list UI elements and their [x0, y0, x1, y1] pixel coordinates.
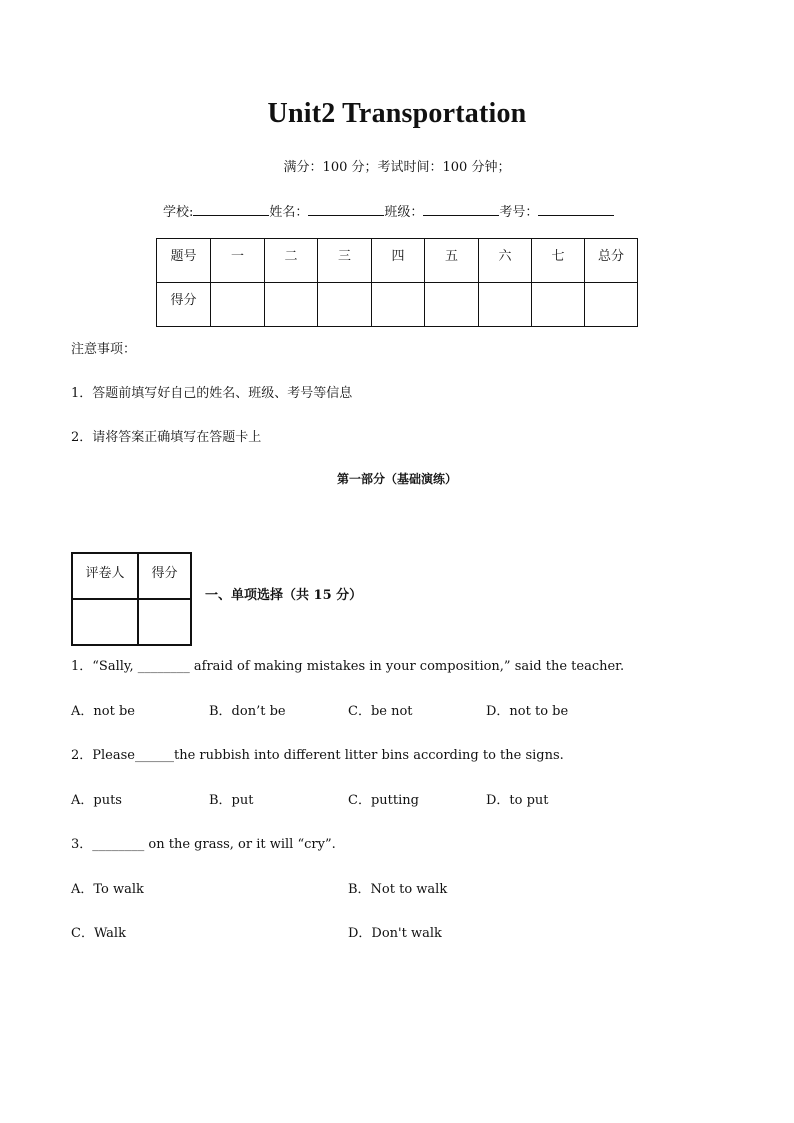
score-table	[156, 238, 638, 327]
reviewer-label: 评卷人	[72, 553, 138, 599]
note-item: 1．答题前填写好自己的姓名、班级、考号等信息	[71, 386, 353, 401]
score-cell-header: 一	[211, 239, 265, 283]
section-heading: 一、单项选择（共 15 分）	[205, 588, 363, 603]
score-cell-header: 总分	[585, 239, 638, 283]
score-input-cell[interactable]	[532, 283, 585, 327]
student-info-line	[163, 201, 614, 220]
question-stem: 2．Please______the rubbish into different litter bins according to the signs.	[71, 748, 564, 763]
note-item: 2．请将答案正确填写在答题卡上	[71, 430, 262, 445]
score-input-cell[interactable]	[425, 283, 479, 327]
score-input-cell[interactable]	[318, 283, 372, 327]
option[interactable]: B．Not to walk	[348, 882, 448, 897]
option[interactable]: B．put	[209, 793, 254, 808]
score-cell-header: 四	[372, 239, 425, 283]
option[interactable]: A．To walk	[71, 882, 144, 897]
score-cell-header: 五	[425, 239, 479, 283]
option[interactable]: C．Walk	[71, 926, 126, 941]
option[interactable]: D．Don't walk	[348, 926, 442, 941]
score-input-cell[interactable]	[211, 283, 265, 327]
score-cell-header: 二	[265, 239, 318, 283]
question-stem: 3．________ on the grass, or it will “cry”.	[71, 837, 336, 852]
score-cell-header: 三	[318, 239, 372, 283]
option[interactable]: A．puts	[71, 793, 122, 808]
score-cell-header: 六	[479, 239, 532, 283]
part-title: 第一部分（基础演练）	[336, 472, 457, 486]
question-stem: 1．“Sally, ________ afraid of making mistakes in your composition,” said the teacher.	[71, 659, 625, 674]
score-table-score-row	[157, 283, 638, 327]
grader-score-label: 得分	[138, 553, 191, 599]
name-label: 姓名：	[269, 205, 309, 220]
option[interactable]: D．to put	[486, 793, 549, 808]
reviewer-input-cell[interactable]	[72, 599, 138, 645]
score-table-header-row	[157, 239, 638, 283]
score-row-label: 得分	[157, 283, 211, 327]
school-blank[interactable]	[193, 203, 269, 216]
score-cell-header: 七	[532, 239, 585, 283]
option[interactable]: D．not to be	[486, 704, 569, 719]
class-label: 班级：	[384, 205, 424, 220]
class-blank[interactable]	[423, 203, 499, 216]
option[interactable]: A．not be	[71, 704, 135, 719]
score-input-cell[interactable]	[585, 283, 638, 327]
page-title: Unit2 Transportation	[267, 98, 527, 129]
option[interactable]: B．don’t be	[209, 704, 286, 719]
score-input-cell[interactable]	[372, 283, 425, 327]
name-blank[interactable]	[308, 203, 384, 216]
score-input-cell[interactable]	[479, 283, 532, 327]
id-blank[interactable]	[538, 203, 614, 216]
score-cell-header: 题号	[157, 239, 211, 283]
option[interactable]: C．putting	[348, 793, 419, 808]
id-label: 考号：	[499, 205, 539, 220]
grader-score-input-cell[interactable]	[138, 599, 191, 645]
school-label: 学校:	[163, 205, 194, 220]
option[interactable]: C．be not	[348, 704, 413, 719]
grader-box	[71, 552, 192, 646]
score-input-cell[interactable]	[265, 283, 318, 327]
exam-info: 满分：100 分；考试时间：100 分钟；	[283, 160, 511, 175]
notes-heading: 注意事项：	[71, 342, 137, 357]
